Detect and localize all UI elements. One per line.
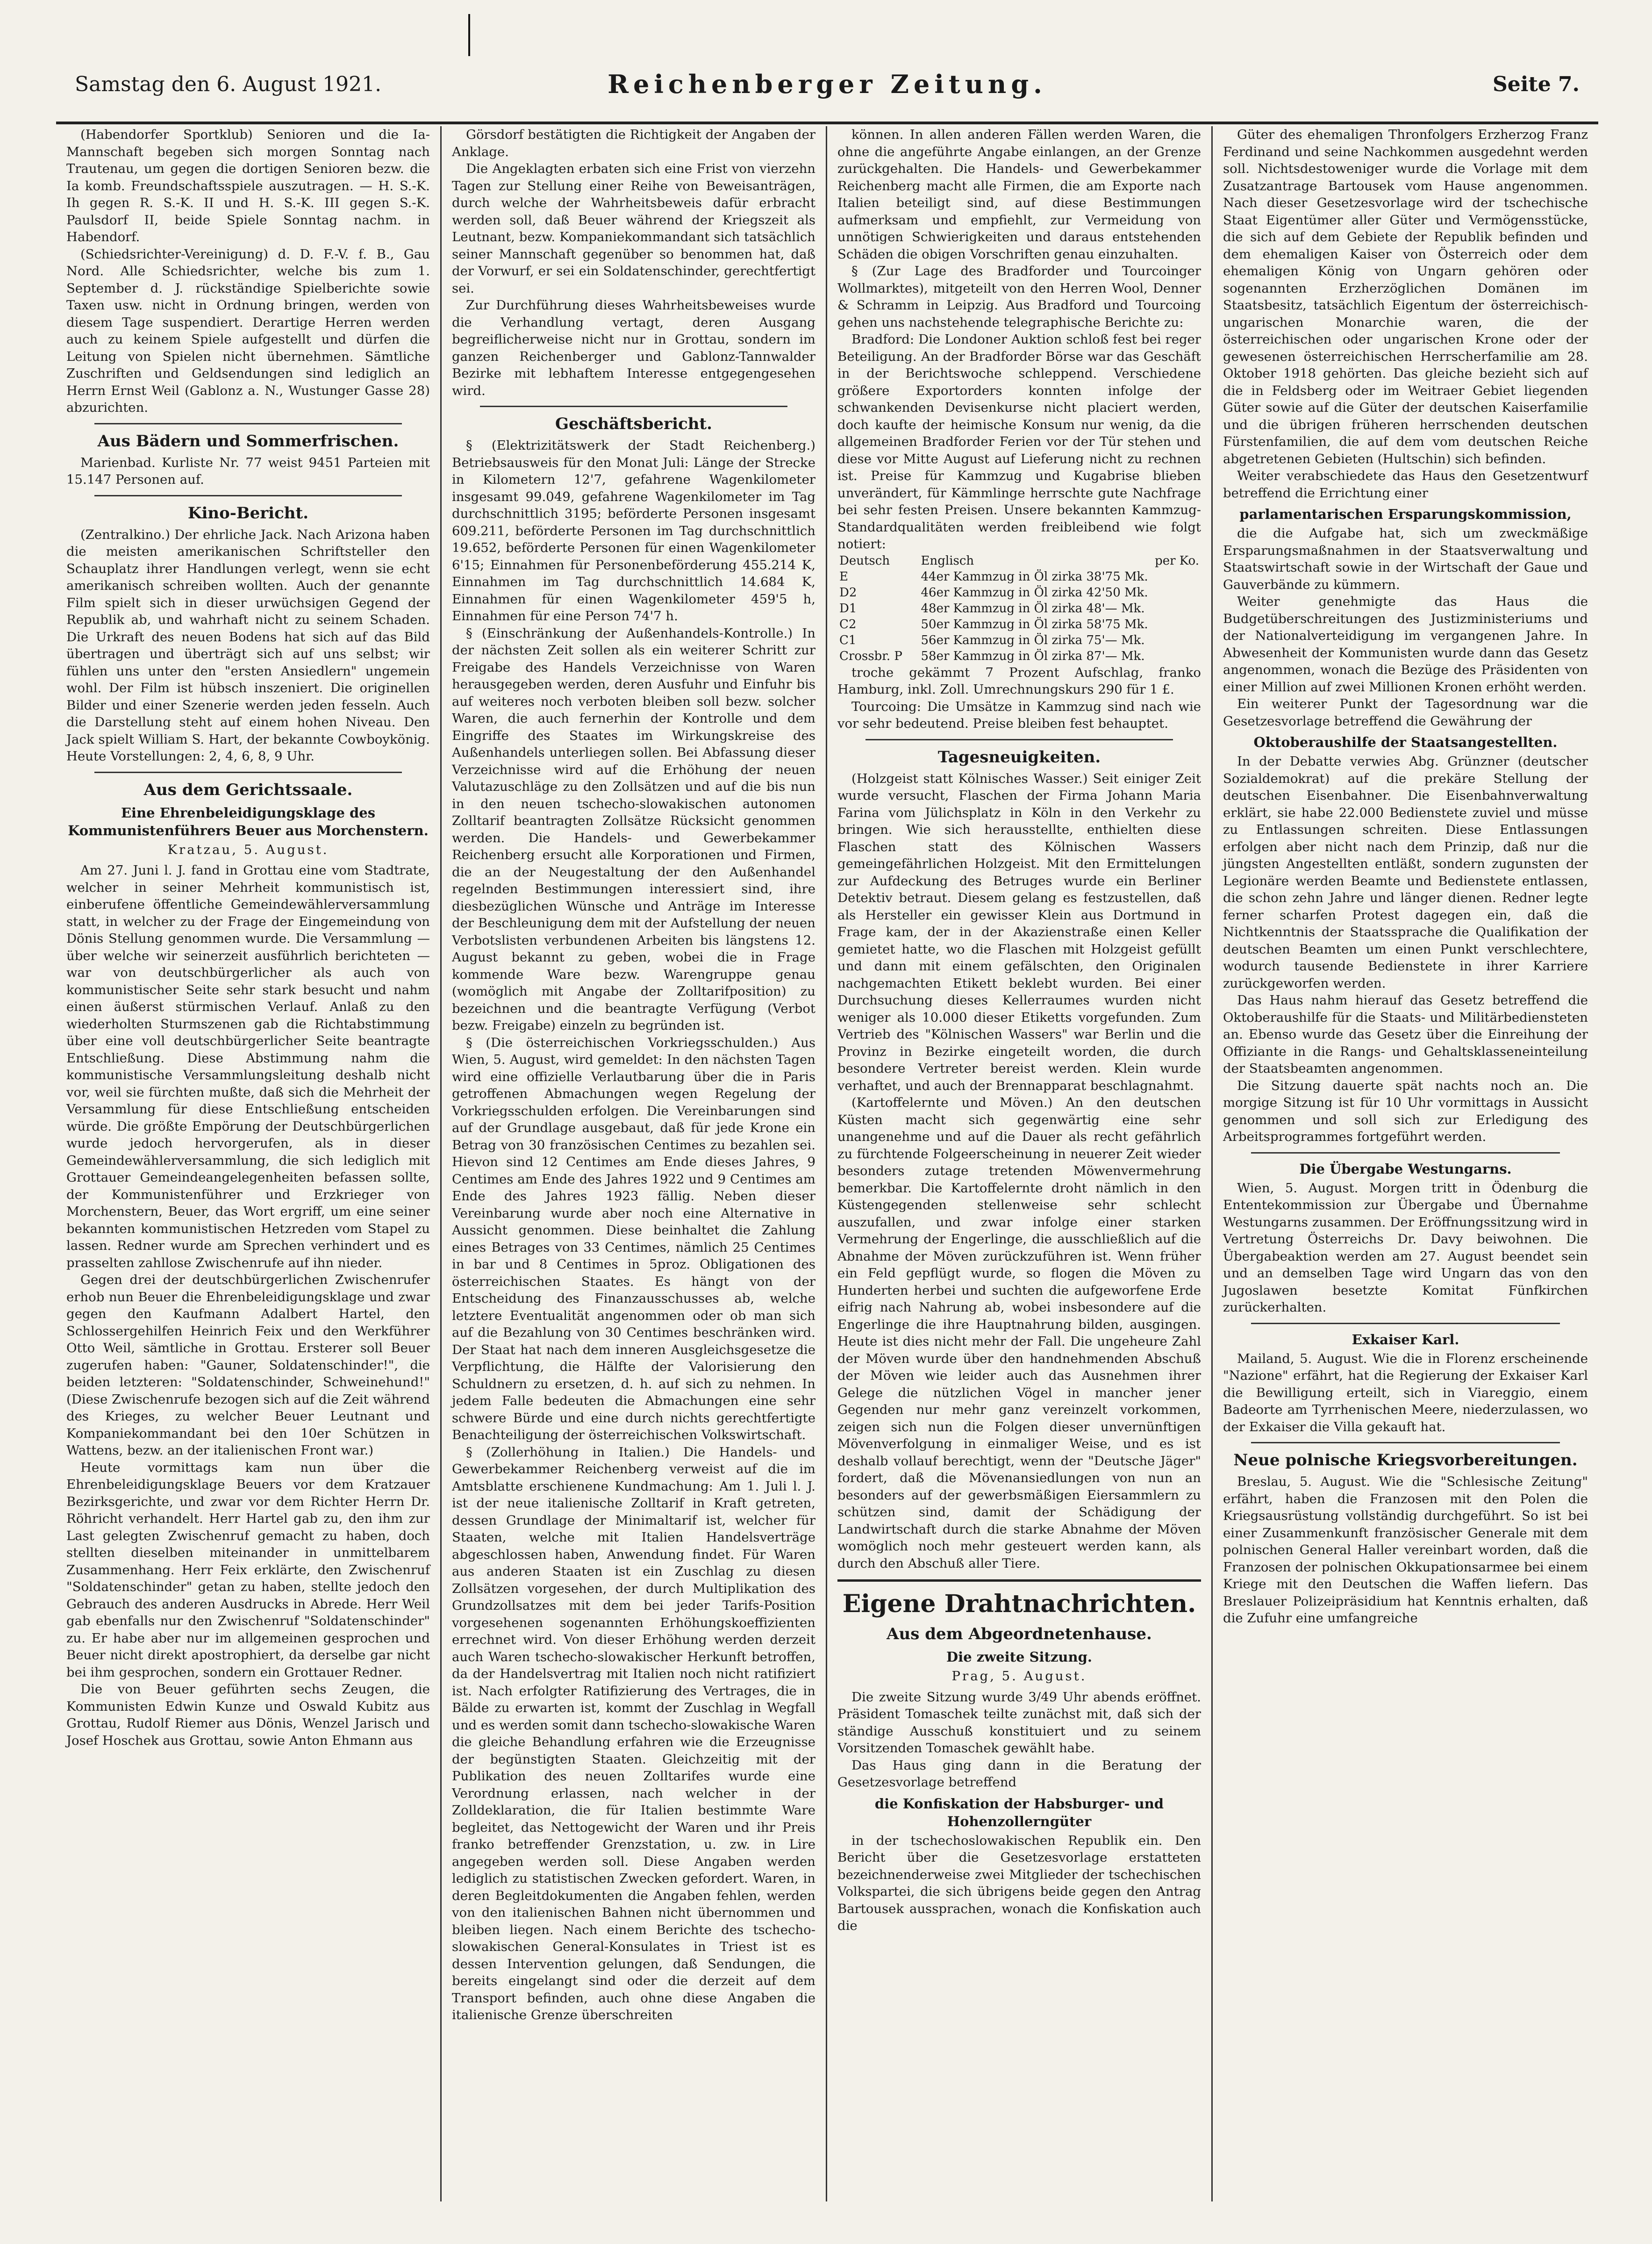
article-westungarn: Wien, 5. August. Morgen tritt in Ödenburg die Ententekommission zur Übergabe und Übernahme Westungarns zusammen. Der Eröffnungssitzung wird in Vertretung Österreichs Dr. Davy beiwohnen. Die Übergabeaktion werden am 27. August beendet sein und an demselben Tage wird Ungarn das von den Jugoslawen besetzte Komitat Fünfkirchen zurückerhalten. [1223,1180,1588,1315]
article-headline-court: Eine Ehrenbeleidigungsklage des Kommunistenführers Beuer aus Morchenstern. [68,804,429,839]
table-cell: 58er Kammzug in Öl zirka 87'— Mk. [921,649,1145,663]
page-header [56,65,1598,124]
table-cell: C1 [839,633,857,647]
table-row [837,601,1201,617]
article-court-body-1: Am 27. Juni l. J. fand in Grottau eine vom Stadtrate, welcher in seiner Mehrheit kommunistisch ist, einberufene öffentliche Gemeindewählerversammlung statt, in welcher zu der Frage der Eingemeindung von Dönis Stellung genommen wurde. Die Versammlung — über welche wir seinerzeit ausführlich berichteten — war von deutschbürgerlicher als auch von kommunistischer Seite sehr stark besucht und nahm einen äußerst stürmischen Verlauf. Anlaß zu den wiederholten Sturmszenen gab die Richtabstimmung über eine voll deutschbürgerlicher Seite beantragte Entschließung. Diese Abstimmung nahm die kommunistische Versammlungsleitung deshalb nicht vor, weil sie fürchten mußte, daß sich die Mehrheit der Versammlung für diese Entschließung entscheiden würde. Die größte Empörung der Deutschbürgerlichen wurde jedoch hervorgerufen, als in dieser Gemeindewählerversammlung, die sich lediglich mit Grottauer Gemeindeangelegenheiten befassen sollte, der Kommunistenführer und Erzkrieger von Morchenstern, Beuer, das Wort ergriff, um eine seiner bekannten kommunistischen Hetzreden vom Stapel zu lassen. Redner wurde am Sprechen verhindert und es prasselten zahllose Zwischenrufe auf ihn nieder. [66,863,430,1270]
table-cell: 50er Kammzug in Öl zirka 58'75 Mk. [921,617,1148,631]
article-electric-works: § (Elektrizitätswerk der Stadt Reichenberg.) Betriebsausweis für den Monat Juli: Länge der Strecke in Kilometern 12'7, gefahrene Wagenkilometer insgesamt 99.049, gefahrene Wagenkilometer im Tag durchschnittlich 3195; beförderte Personen insgesamt 609.211, beförderte Personen im Tag durchschnittlich 19.652, beförderte Personen für einen Wagenkilometer 6'15; Einnahmen für Personenbeförderung 455.214 K, Einnahmen im Tag durchschnittlich 14.684 K, Einnahmen für einen Wagenkilometer 459'5 h, Einnahmen für eine Person 74'7 h. [452,438,815,624]
subheading-savings-commission: parlamentarischen Ersparungskommission, [1239,506,1572,522]
section-heading-court: Aus dem Gerichtssaale. [143,780,353,799]
table-cell: E [839,569,848,584]
section-heading-cinema: Kino-Bericht. [187,503,309,523]
page-number: Seite 7. [1492,72,1580,96]
article-polish-war: Breslau, 5. August. Wie die "Schlesische Zeitung" erfährt, haben die Franzosen mit den Polen die Kriegsausrüstung vollständig durchgeführt. So ist bei einer Zusammenkunft französischer Generale mit dem polnischen General Haller vereinbart worden, daß die Franzosen der polnischen Okkupationsarmee bei einem Kriege mit den Deutschen die Waffen liefern. Das Breslauer Polizeipräsidium hat Kenntnis erhalten, daß die Zufuhr eine umfangreiche [1223,1474,1588,1626]
table-cell: D1 [839,601,857,616]
divider [94,772,402,773]
divider [94,423,402,424]
article-session-3: in der tschechoslowakischen Republik ein. Den Bericht über die Gesetzesvorlage erstatteten bezeichnenderweise zwei Mitglieder der tschechischen Volkspartei, die sich übrigens beide gegen den Antrag Bartousek aussprachen, wonach die Konfiskation auch die [837,1833,1201,1933]
article-savings: die die Aufgabe hat, sich um zweckmäßige Ersparungsmaßnahmen in der Staatsverwaltung und Staatswirtschaft sowie in der Wirtschaft der Gaue und Gauverbände zu kümmern. [1223,526,1588,592]
article-court-body-2: Gegen drei der deutschbürgerlichen Zwischenrufer erhob nun Beuer die Ehrenbeleidigungsklage und zwar gegen den Kaufmann Adalbert Hartel, den Schlossergehilfen Heinrich Feix und den Werkführer Otto Weil, sämtliche in Grottau. Ersterer soll Beuer zugerufen haben: "Gauner, Soldatenschinder!", die beiden letzteren: "Soldatenschinder, Schweinehund!" (Diese Zwischenrufe bezogen sich auf die Zeit während des Krieges, zu welcher Beuer Leutnant und Kompaniekommandant bei den 10er Schützen in Wattens, bezw. an der italienischen Front war.) [66,1272,430,1458]
table-row [837,569,1201,585]
table-cell: 56er Kammzug in Öl zirka 75'— Mk. [921,633,1145,647]
section-heading-business: Geschäftsbericht. [555,415,712,433]
table-row [837,617,1201,632]
article-tourcoing: Tourcoing: Die Umsätze in Kammzug sind nach wie vor sehr bedeutend. Preise bleiben fest behauptet. [837,699,1201,731]
article-session-end: Die Sitzung dauerte spät nachts noch an. Die morgige Sitzung ist für 10 Uhr vormittags in Aussicht genommen und soll sich zur Erledigung des Arbeitsprogrammes fortgeführt werden. [1223,1078,1588,1144]
newspaper-page [56,56,1598,2215]
column-1 [56,126,442,2201]
article-bradford: Bradford: Die Londoner Auktion schloß fest bei reger Beteiligung. An der Bradforder Börse war das Geschäft in der Berichtswoche schleppend. Verschiedene größere Exportorders konnten infolge der schwankenden Devisenkurse nicht placiert werden, doch kaufte der heimische Konsum nur wenig, da die allgemeinen Bradforder Ferien vor der Tür stehen und diese vor Mitte August auf Lieferung nicht zu rechnen ist. Preise für Kammzug und Kugabrise blieben unverändert, für Kämmlinge herrschte gute Nachfrage bei sehr festen Preisen. Unsere bekannten Kammzug-Standardqualitäten werden freibleibend wie folgt notiert: [837,332,1201,552]
article-wood-spirit: (Holzgeist statt Kölnisches Wasser.) Seit einiger Zeit wurde versucht, Flaschen der Firma Johann Maria Farina vom Jülichsplatz in Köln in den Verkehr zu bringen. Wie sich herausstellte, enthielten diese Flaschen statt des Kölnischen Wassers gemeingefährlichen Holzgeist. Mit den Ermittelungen zur Aufdeckung des Betruges wurde ein Berliner Detektiv betraut. Diesem gelang es festzustellen, daß als Hersteller ein gewisser Klein aus Dortmund in Frage kam, der in der Akazienstraße einen Keller gemietet hatte, wo die Flaschen mit Holzgeist gefüllt und dann mit einem gefälschten, den Originalen nachgemachten Etikett beklebt wurden. Bei einer Durchsuchung dieses Kellerraumes wurden nicht weniger als 10.000 dieser Etiketts vorgefunden. Zum Vertrieb des "Kölnischen Wassers" war Berlin und die Provinz in Bezirke eingeteilt worden, die durch besondere Vertreter bereist werden. Klein wurde verhaftet, und auch der Brennapparat beschlagnahmt. [837,771,1201,1093]
article-cinema: (Zentralkino.) Der ehrliche Jack. Nach Arizona haben die meisten amerikanischen Schriftsteller den Schauplatz ihrer Handlungen verlegt, wenn sie echt amerikanisch schreiben wollten. Auch der genannte Film spielt sich in dieser urwüchsigen Gegend der Republik ab, und wahrhaft nicht zu seinem Schaden. Die Urkraft des neuen Bodens hat sich auf das Bild übertragen und überträgt sich auf uns selbst; wir fühlen uns unter den "ersten Ansiedlern" ungemein wohl. Der Film ist hübsch inszeniert. Die originellen Bilder und einer Szenerie werden jeden fesseln. Auch die Darstellung steht auf einem hohen Niveau. Den Jack spielt William S. Hart, der bekannte Cowboykönig. Heute Vorstellungen: 2, 4, 6, 8, 9 Uhr. [66,527,430,764]
table-cell: 48er Kammzug in Öl zirka 48'— Mk. [921,601,1145,616]
section-heading-telegrams: Eigene Drahtnachrichten. [842,1590,1196,1618]
table-cell: 46er Kammzug in Öl zirka 42'50 Mk. [921,585,1148,600]
subheading-polish-war: Neue polnische Kriegsvorbereitungen. [1233,1451,1578,1470]
subheading-parliament: Aus dem Abgeordnetenhause. [887,1625,1152,1643]
article-italy-tariff: § (Zollerhöhung in Italien.) Die Handels- und Gewerbekammer Reichenberg verweist auf die im Amtsblatte erschienene Kundmachung: Am 1. Juli l. J. ist der neue italienische Zolltarif in Kraft getreten, dessen Grundlage der Minimaltarif ist, welcher für Staaten, welche mit Italien Handelsverträge abgeschlossen haben, Anwendung findet. Für Waren aus anderen Staaten ist ein Zuschlag zu diesen Zollsätzen vorgesehen, der durch Multiplikation des Grundzollsatzes mit dem bei jeder Tarifs-Position vorgesehenen sogenannten Erhöhungskoeffizienten errechnet wird. Von dieser Erhöhung werden derzeit auch Waren tschecho-slowakischer Herkunft betroffen, da der Handelsvertrag mit Italien noch nicht ratifiziert ist. Nach erfolgter Ratifizierung des Vertrages, die in Bälde zu erwarten ist, kommt der Zuschlag in Wegfall und es werden somit dann tschecho-slowakische Waren die gleiche Behandlung erfahren wie die Erzeugnisse der begünstigten Staaten. Gleichzeitig mit der Publikation des neuen Zolltarifes wurde eine Verordnung erlassen, nach welcher in der Zolldeklaration, die für Italien bestimmte Ware begleitet, das Nettogewicht der Waren und ihr Preis franko betreffender Grenzstation, u. zw. in Lire angegeben werden soll. Diese Angaben werden lediglich zu statistischen Zwecken gefordert. Waren, in deren Begleitdokumenten die Angaben fehlen, werden von den italienischen Bahnen nicht übernommen und bleiben liegen. Nach einem Berichte des tschecho-slowakischen General-Konsulates in Triest ist es dessen Intervention gelungen, daß Sendungen, die bereits eingelangt sind oder die derzeit auf dem Transport befinden, auch ohne diese Angaben die italienische Grenze überschreiten [452,1444,815,2022]
article-court-body-4: Die von Beuer geführten sechs Zeugen, die Kommunisten Edwin Kunze und Oswald Kubitz aus Grottau, Rudolf Riemer aus Dönis, Wenzel Jarisch und Josef Hoschek aus Grottau, sowie Anton Ehmann aus [66,1682,430,1748]
column-4 [1213,126,1598,2201]
article-trade-control: § (Einschränkung der Außenhandels-Kontrolle.) In der nächsten Zeit sollen als ein weiterer Schritt zur Freigabe des Handels Verzeichnisse von Waren herausgegeben werden, deren Ausfuhr und Einfuhr bis auf weiteres noch verboten bleiben soll bezw. solcher Waren, die auch fernerhin der Kontrolle und dem Eingriffe des Staates im Wirkungskreise des Außenhandels unterliegen sollen. Bei Abfassung dieser Verzeichnisse wird auf die Erhöhung der neuen Valutazuschläge zu den Zollsätzen und auf die bis nun in den neuen tschecho-slowakischen autonomen Zolltarif beantragten Zollsätze Rücksicht genommen werden. Die Handels- und Gewerbekammer Reichenberg ersucht alle Korporationen und Firmen, die an der Neugestaltung der den Außenhandel regelnden Bestimmungen interessiert sind, ihre diesbezüglichen Wünsche und Anträge im Interesse der Beschleunigung dem mit der Aufstellung der neuen Verbotslisten verbundenen Arbeiten bis längstens 12. August bekannt zu geben, wobei die in Frage kommende Ware bezw. Warengruppe genau (womöglich mit Angabe der Zolltarifposition) zu bezeichnen und die beantragte Verfügung (Verbot bezw. Freigabe) einzeln zu begründen ist. [452,625,815,1033]
subheading-westungarn: Die Übergabe Westungarns. [1299,1161,1512,1177]
table-row [837,585,1201,601]
article-exkaiser: Mailand, 5. August. Wie die in Florenz erscheinende "Nazione" erfährt, hat die Regierung der Exkaiser Karl die Bewilligung erteilt, sich in Viareggio, einem Badeorte am Tyrrhenischen Meere, niederzulassen, wo der Exkaiser die Villa gekauft hat. [1223,1351,1588,1434]
subheading-october-aid: Oktoberaushilfe der Staatsangestellten. [1253,734,1558,750]
article-savings-intro: Weiter verabschiedete das Haus den Gesetzentwurf betreffend die Errichtung einer [1223,468,1588,501]
article-court-cont-3: Zur Durchführung dieses Wahrheitsbeweises wurde die Verhandlung vertagt, deren Ausgang begreiflicherweise nicht nur in Grottau, sondern im ganzen Reichenberger und Gablonz-Tannwalder Bezirke mit lebhaftem Interesse entgegengesehen wird. [452,298,815,398]
article-italy-tariff-cont: können. In allen anderen Fällen werden Waren, die ohne die angeführte Angabe einlangen, an der Grenze zurückgehalten. Die Handels- und Gewerbekammer Reichenberg macht alle Firmen, die am Exporte nach Italien beteiligt sind, auf diese Bestimmungen aufmerksam und empfiehlt, zur Vermeidung von unnötigen Schwierigkeiten und daraus entstehenden Schäden die obigen Vorschriften genau einzuhalten. [837,127,1201,262]
divider-heavy [837,1579,1201,1582]
subheading-exkaiser: Exkaiser Karl. [1352,1331,1459,1348]
article-sports-habendorf: (Habendorfer Sportklub) Senioren und die Ia-Mannschaft begeben sich morgen Sonntag nach Trautenau, um gegen die dortigen Senioren bezw. die Ia komb. Freundschaftsspiele auszutragen. — H. S.-K. Ih gegen R. S.-K. II und H. S.-K. III gegen S.-K. Paulsdorf II, beide Spiele Sonntag nachm. in Habendorf. [66,127,430,244]
dateline-prag: Prag, 5. August. [951,1669,1087,1684]
table-header-cell: Deutsch [839,553,890,568]
article-court-cont-1: Görsdorf bestätigten die Richtigkeit der Angaben der Anklage. [452,127,815,159]
table-cell: 44er Kammzug in Öl zirka 38'75 Mk. [921,569,1148,584]
divider [865,739,1173,740]
divider [94,495,402,496]
subheading-confiscation: die Konfiskation der Habsburger- und Hohenzollerngüter [874,1795,1164,1829]
table-header-row [837,553,1201,569]
article-potato-gulls: (Kartoffelernte und Möven.) An den deutschen Küsten macht sich gegenwärtig eine sehr unangenehme und auf die Dauer als recht gefährlich zu fürchtende Folgeerscheinung in neuerer Zeit wieder besonders zutage tretenden Möwenvermehrung bemerkbar. Die Kartoffelernte droht nämlich in den Küstengegenden stellenweise sehr schlecht auszufallen, und zwar infolge einer starken Vermehrung der Engerlinge, die ausschließlich auf die Abnahme der Möven zurückzuführen ist. Wenn früher ein Feld gepflügt wurde, so flogen die Möven zu Hunderten herbei und suchten die aufgeworfene Erde eifrig nach Nahrung ab, wobei insbesondere auf die Engerlinge die ihre Hauptnahrung bilden, ausgingen. Heute ist dies nicht mehr der Fall. Die ungeheure Zahl der Möven wurde über den handnehmenden Abschuß der Möven wie leider auch das Ausnehmen ihrer Gelege die nützlichen Vögel in mancher jener Gegenden nur mehr ganz vereinzelt vorkommen, zeigen sich nun die Folgen dieser unvernünftigen Mövenverfolgung in einmaliger Weise, und es ist deshalb vollauf berechtigt, wenn der "Deutsche Jäger" fordert, daß die Mövenansiedlungen von nun an besonders auf der gewerbsmäßigen Eiersammlern zu schützen sind, damit der Schädigung der Landwirtschaft durch die starke Abnahme der Möven womöglich noch mehr gesteuert werden kann, als durch den Abschuß aller Tiere. [837,1095,1201,1571]
header-date: Samstag den 6. August 1921. [75,72,382,96]
article-court-body-3: Heute vormittags kam nun über die Ehrenbeleidigungsklage Beuers vor dem Kratzauer Bezirksgerichte, und zwar vor dem Richter Herrn Dr. Röhricht verhandelt. Herr Hartel gab zu, den ihm zur Last gelegten Zwischenruf gemacht zu haben, doch stellten dieselben miteinander in unmittelbarem Zusammenhang. Herr Feix erklärte, den Zwischenruf "Soldatenschinder" getan zu haben, stellte jedoch den Gebrauch des anderen Ausdrucks in Abrede. Herr Weil gab ebenfalls nur den Zwischenruf "Soldatenschinder" zu. Er habe aber nur im allgemeinen gesprochen und Beuer nicht direkt apostrophiert, da derselbe gar nicht bei ihm gesprochen, sondern ein Grottauer Redner. [66,1460,430,1680]
section-heading-spas: Aus Bädern und Sommerfrischen. [97,431,399,451]
newspaper-title: Reichenberger Zeitung. [608,69,1047,99]
article-marienbad: Marienbad. Kurliste Nr. 77 weist 9451 Parteien mit 15.147 Personen auf. [66,455,430,487]
section-heading-daily-news: Tagesneuigkeiten. [937,747,1101,767]
dateline-kratzau: Kratzau, 5. August. [167,842,329,857]
subheading-second-session: Die zweite Sitzung. [946,1649,1092,1665]
table-row [837,648,1201,664]
table-header-cell: per Ko. [1155,553,1199,568]
wool-price-table [837,553,1201,664]
article-law-passed: Das Haus nahm hierauf das Gesetz betreffend die Oktoberaushilfe für die Staats- und Militärbediensteten an. Ebenso wurde das Gesetz über die Einreihung der Offiziante in die Rangs- und Gehaltsklasseneinteilung der Staatsbeamten angenommen. [1223,993,1588,1076]
article-referees: (Schiedsrichter-Vereinigung) d. D. F.-V. f. B., Gau Nord. Alle Schiedsrichter, welche bis zum 1. September d. J. rückständige Spielberichte sowie Taxen usw. nicht in Ordnung bringen, werden von diesem Tage suspendiert. Derartige Herren werden auch zu keinem Spiele aufgestellt und dürfen die Leitung von Spielen nicht übernehmen. Sämtliche Zuschriften und Geldsendungen sind lediglich an Herrn Ernst Weil (Gablonz a. N., Wustunger Gasse 28) abzurichten. [66,246,430,415]
column-3 [827,126,1213,2201]
article-agenda: Ein weiterer Punkt der Tagesordnung war die Gesetzesvorlage betreffend die Gewährung der [1223,696,1588,729]
article-session-2: Das Haus ging dann in die Beratung der Gesetzesvorlage betreffend [837,1757,1201,1790]
article-session-1: Die zweite Sitzung wurde 3/49 Uhr abends eröffnet. Präsident Tomaschek teilte zunächst mit, daß sich der ständige Ausschuß konstituiert und zu seinem Vorsitzenden Tomaschek gewählt habe. [837,1689,1201,1756]
article-confiscation-cont: Güter des ehemaligen Thronfolgers Erzherzog Franz Ferdinand und seine Nachkommen ausgedehnt werden soll. Nichtsdestoweniger wurde die Vorlage mit dem Zusatzantrage Bartousek vom Hause angenommen. Nach dieser Gesetzesvorlage wird der tschechische Staat Eigentümer aller Güter und Vermögensstücke, die sich auf dem Gebiete der Republik befinden und dem ehemaligen Kaiser von Österreich oder dem ehemaligen König von Ungarn gehören oder sogenannten Erzherzöglichen Domänen im Staatsbesitz, tatsächlich Eigentum der österreichisch-ungarischen Monarchie waren, die der österreichischen oder ungarischen Krone oder der gewesenen österreichischen Herrscherfamilie am 28. Oktober 1918 gehörten. Das gleiche bezieht sich auf die in Feldsberg oder im Weitraer Gebiet liegenden Güter sowie auf die Güter der deutschen Kaiserfamilie und die übrigen früheren herrschenden deutschen Fürstenfamilien, die auf dem vom deutschen Reiche abgetretenen Gebieten (Hultschin) sich befinden. [1223,127,1588,466]
article-prewar-debts: § (Die österreichischen Vorkriegsschulden.) Aus Wien, 5. August, wird gemeldet: In den nächsten Tagen wird eine offizielle Verlautbarung über die in Paris getroffenen Abmachungen wegen Regelung der Vorkriegsschulden erfolgen. Die Vereinbarungen sind auf der Grundlage ausgebaut, daß für jede Krone ein Betrag von 30 französischen Centimes zu bezahlen sei. Hievon sind 12 Centimes am Ende dieses Jahres, 9 Centimes am Ende des Jahres 1922 und 9 Centimes am Ende des Jahres 1923 fällig. Neben dieser Vereinbarung wurde aber noch eine Alternative in Aussicht genommen. Diese beinhaltet die Zahlung eines Betrages von 33 Centimes, nämlich 25 Centimes in bar und 8 Centimes in 5proz. Obligationen des österreichischen Staates. Es hängt von der Entscheidung des Finanzausschusses ab, welche letztere Eventualität angenommen oder ob man sich auf die Bezahlung von 30 Centimes beschränken wird. Der Staat hat nach dem inneren Ausgleichsgesetze die Verpflichtung, die Hälfte der Valorisierung den Schuldnern zu ersetzen, d. h. auf sich zu nehmen. In jedem Falle bedeuten die Abmachungen eine sehr schwere Bürde und eine durch nichts gerechtfertigte Benachteiligung der österreichischen Volkswirtschaft. [452,1035,815,1442]
column-2 [442,126,827,2201]
article-bradford-cont: troche gekämmt 7 Prozent Aufschlag, franko Hamburg, inkl. Zoll. Umrechnungskurs 290 für 1 £. [837,665,1201,697]
columns [56,126,1598,2201]
article-budget: Weiter genehmigte das Haus die Budgetüberschreitungen des Justizministeriums und der Nationalverteidigung im vergangenen Jahre. In Abwesenheit der Kommunisten wurde dann das Gesetz angenommen, wonach die Bezüge des Präsidenten von einer Million auf zwei Millionen Kronen erhöht werden. [1223,594,1588,695]
divider [1251,1442,1560,1443]
article-wool-market: § (Zur Lage des Bradforder und Tourcoinger Wollmarktes), mitgeteilt von den Herren Wool, Denner & Schramm in Leipzig. Aus Bradford und Tourcoing gehen uns nachstehende telegraphische Berichte zu: [837,264,1201,330]
article-court-cont-2: Die Angeklagten erbaten sich eine Frist von vierzehn Tagen zur Stellung einer Reihe von Beweisanträgen, durch welche der Wahrheitsbeweis dafür erbracht werden soll, daß Beuer während der Kriegszeit als Leutnant, bezw. Kompaniekommandant sich tatsächlich seiner Mannschaft gegenüber so benommen hat, daß der Vorwurf, er sei ein Soldatenschinder, gerechtfertigt sei. [452,161,815,296]
table-cell: C2 [839,617,857,631]
article-debate: In der Debatte verwies Abg. Grünzner (deutscher Sozialdemokrat) auf die prekäre Stellung der deutschen Eisenbahner. Die Eisenbahnverwaltung erklärt, sie habe 22.000 Bedienstete zuviel und müsse zu Entlassungen schreiten. Diese Entlassungen erfolgen aber nicht nach dem Prinzip, daß nur die jüngsten Angestellten entläßt, sondern zugunsten der Legionäre werden Beamte und Bedienstete entlassen, die schon zehn Jahre und länger dienen. Redner legte ferner scharfen Protest dagegen ein, daß die Nichtkenntnis der Staatssprache die Qualifikation der deutschen Beamten um einen Punkt verschlechtere, wodurch tausende Bedienstete in ihrer Karriere zurückgeworfen werden. [1223,754,1588,991]
divider [1251,1323,1560,1324]
table-row [837,632,1201,648]
divider [480,406,787,407]
table-cell: D2 [839,585,857,600]
table-cell: Crossbr. P [839,649,902,663]
divider [1251,1152,1560,1154]
table-header-cell: Englisch [921,553,974,568]
scan-mark [468,14,470,56]
